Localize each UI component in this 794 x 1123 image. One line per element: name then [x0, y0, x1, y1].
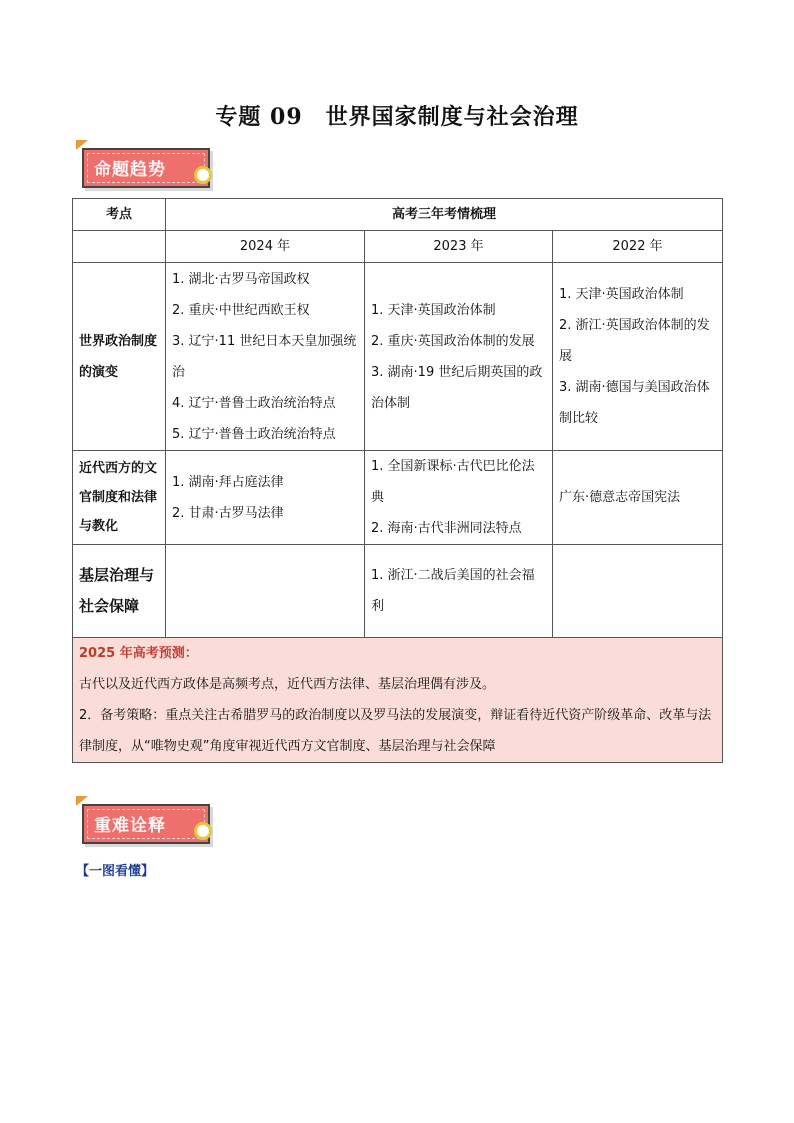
- prediction-line: 古代以及近代西方政体是高频考点，近代西方法律、基层治理偶有涉及。: [79, 677, 496, 692]
- table-row: [73, 263, 723, 451]
- header-review: 高考三年考情梳理: [166, 199, 723, 231]
- list-item: 2. 重庆·英国政治体制的发展: [371, 333, 535, 349]
- prediction-title: 2025 年高考预测：: [79, 646, 198, 661]
- list-item: 4. 辽宁·普鲁士政治统治特点: [172, 395, 336, 411]
- ring-icon: [194, 822, 212, 840]
- topic-cell: 基层治理与社会保障: [73, 545, 166, 638]
- page-title: 专题 09 世界国家制度与社会治理: [215, 104, 579, 130]
- list-item: 2. 浙江·英国政治体制的发展: [559, 318, 710, 364]
- table-row: [73, 451, 723, 545]
- trend-badge: [74, 140, 214, 192]
- header-year-2022: 2022 年: [553, 231, 723, 263]
- list-item: 广东·德意志帝国宪法: [559, 490, 681, 505]
- list-item: 1. 天津·英国政治体制: [559, 287, 684, 302]
- list-item: 1. 天津·英国政治体制: [371, 302, 496, 318]
- table-row: [73, 545, 723, 638]
- cell-2024: [166, 263, 365, 451]
- list-item: 1. 湖南·拜占庭法律: [172, 474, 284, 490]
- prediction-strategy: 2．备考策略：重点关注古希腊罗马的政治制度以及罗马法的发展演变，辩证看待近代资产阶级革命、改革与法律制度，从“唯物史观”角度审视近代西方文官制度、基层治理与社会保障: [79, 708, 712, 754]
- prediction-cell: [73, 638, 723, 763]
- cell-2023: [365, 263, 553, 451]
- cell-2023: [365, 451, 553, 545]
- list-item: 3. 辽宁·11 世纪日本天皇加强统治: [172, 333, 357, 380]
- exam-table: [72, 198, 723, 763]
- cell-2022: [553, 451, 723, 545]
- cell-2022: [553, 545, 723, 638]
- prediction-row: [73, 638, 723, 763]
- header-year-2024: 2024 年: [166, 231, 365, 263]
- list-item: 2. 海南·古代非洲同法特点: [371, 521, 522, 536]
- list-item: 3. 湖南·19 世纪后期英国的政治体制: [371, 364, 543, 411]
- header-empty: [73, 231, 166, 263]
- cell-2023: [365, 545, 553, 638]
- section-heading: 【一图看懂】: [76, 864, 155, 879]
- ring-icon: [194, 166, 212, 184]
- list-item: 1. 浙江·二战后美国的社会福利: [371, 568, 535, 614]
- list-item: 2. 甘肃·古罗马法律: [172, 505, 284, 521]
- badge-label: 重难诠释: [94, 816, 166, 836]
- list-item: 5. 辽宁·普鲁士政治统治特点: [172, 426, 336, 442]
- header-year-2023: 2023 年: [365, 231, 553, 263]
- list-item: 1. 全国新课标·古代巴比伦法典: [371, 459, 535, 505]
- header-topic: 考点: [73, 199, 166, 231]
- list-item: 3. 湖南·德国与美国政治体制比较: [559, 380, 710, 426]
- list-item: 2. 重庆·中世纪西欧王权: [172, 302, 310, 318]
- cell-2022: [553, 263, 723, 451]
- badge-label: 命题趋势: [94, 160, 166, 180]
- cell-2024: [166, 545, 365, 638]
- cell-2024: [166, 451, 365, 545]
- key-badge: [74, 796, 214, 848]
- topic-cell: 世界政治制度的演变: [73, 263, 166, 451]
- topic-cell: 近代西方的文官制度和法律与教化: [73, 451, 166, 545]
- list-item: 1. 湖北·古罗马帝国政权: [172, 271, 310, 287]
